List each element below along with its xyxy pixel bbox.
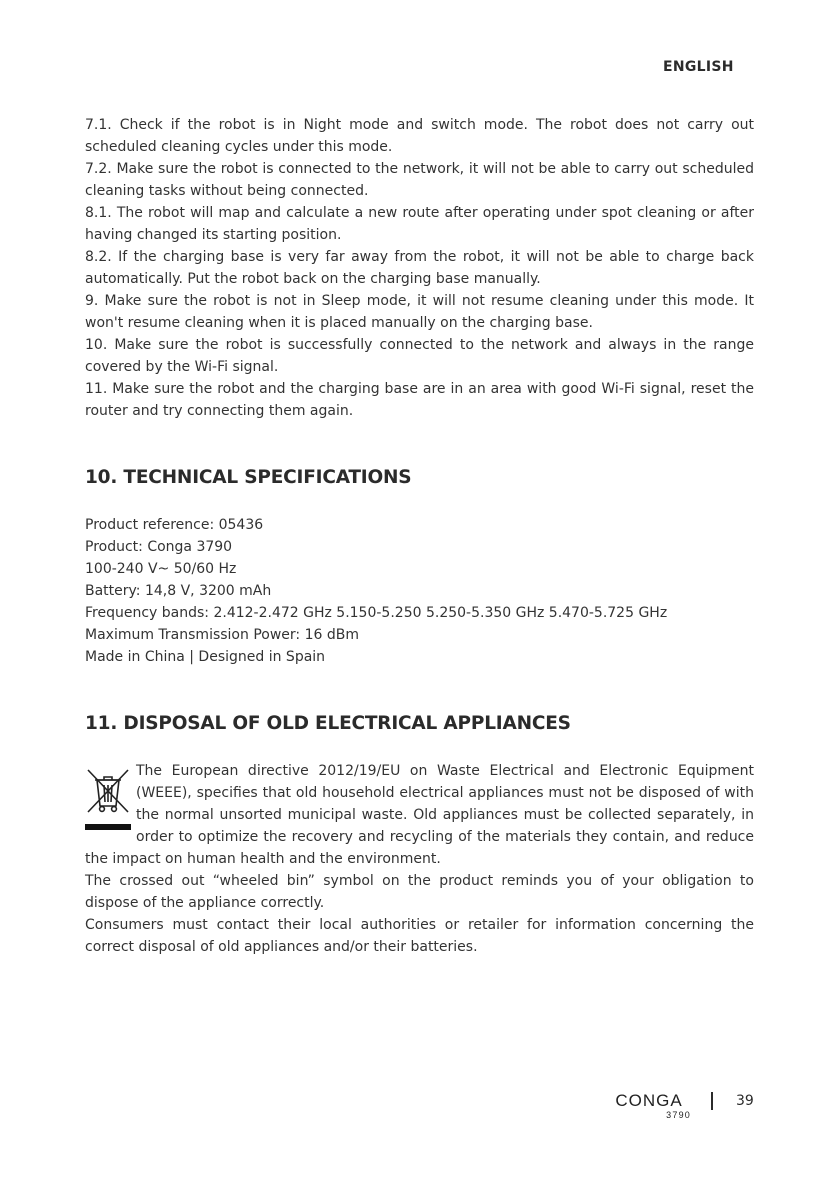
spec-line: Frequency bands: 2.412-2.472 GHz 5.150-5.250 5.250-5.350 GHz 5.470-5.725 GHz bbox=[85, 605, 668, 621]
specs-heading: 10. TECHNICAL SPECIFICATIONS bbox=[85, 467, 412, 488]
troubleshooting-list bbox=[85, 114, 754, 422]
disposal-heading: 11. DISPOSAL OF OLD ELECTRICAL APPLIANCES bbox=[85, 713, 571, 734]
spec-line: 100-240 V~ 50/60 Hz bbox=[85, 561, 237, 577]
spec-line: Product: Conga 3790 bbox=[85, 539, 233, 555]
conga-logo bbox=[605, 1090, 693, 1120]
spec-line: Maximum Transmission Power: 16 dBm bbox=[85, 627, 359, 643]
crossed-bin-icon bbox=[85, 768, 131, 832]
disposal-section bbox=[85, 760, 754, 958]
disposal-paragraph: The crossed out “wheeled bin” symbol on the product reminds you of your obligation to dispose of the appliance correctly. bbox=[85, 873, 754, 911]
troubleshooting-item: 8.1. The robot will map and calculate a new route after operating under spot cleaning or after having changed its starting position. bbox=[85, 205, 754, 243]
spec-line: Made in China | Designed in Spain bbox=[85, 649, 326, 665]
footer-divider bbox=[711, 1092, 713, 1110]
disposal-paragraph: Consumers must contact their local authorities or retailer for information concerning the correct disposal of old appliances and/or their batteries. bbox=[85, 917, 754, 955]
brand-name: CONGA bbox=[615, 1091, 683, 1110]
spec-line: Battery: 14,8 V, 3200 mAh bbox=[85, 583, 272, 599]
troubleshooting-item: 7.2. Make sure the robot is connected to the network, it will not be able to carry out scheduled cleaning tasks without being connected. bbox=[85, 161, 754, 199]
disposal-paragraph: The European directive 2012/19/EU on Waste Electrical and Electronic Equipment (WEEE), specifies that old household electrical appliances must not be disposed of with the normal unsorted municipal waste. Old appliances must be collected separately, in order to optimize the recovery and recycling of the materials they contain, and reduce the impact on human health and the environment. bbox=[85, 763, 754, 867]
specs-list bbox=[85, 514, 754, 668]
troubleshooting-item: 8.2. If the charging base is very far away from the robot, it will not be able to charge back automatically. Put the robot back on the charging base manually. bbox=[85, 249, 754, 287]
spec-line: Product reference: 05436 bbox=[85, 517, 264, 533]
troubleshooting-item: 7.1. Check if the robot is in Night mode and switch mode. The robot does not carry out scheduled cleaning cycles under this mode. bbox=[85, 117, 754, 155]
page-number: 39 bbox=[736, 1093, 754, 1109]
model-number: 3790 bbox=[666, 1110, 691, 1120]
troubleshooting-item: 11. Make sure the robot and the charging base are in an area with good Wi-Fi signal, reset the router and try connecting them again. bbox=[85, 381, 754, 419]
language-label: ENGLISH bbox=[663, 59, 734, 75]
troubleshooting-item: 10. Make sure the robot is successfully connected to the network and always in the range covered by the Wi-Fi signal. bbox=[85, 337, 754, 375]
troubleshooting-item: 9. Make sure the robot is not in Sleep mode, it will not resume cleaning under this mode. It won't resume cleaning when it is placed manually on the charging base. bbox=[85, 293, 754, 331]
